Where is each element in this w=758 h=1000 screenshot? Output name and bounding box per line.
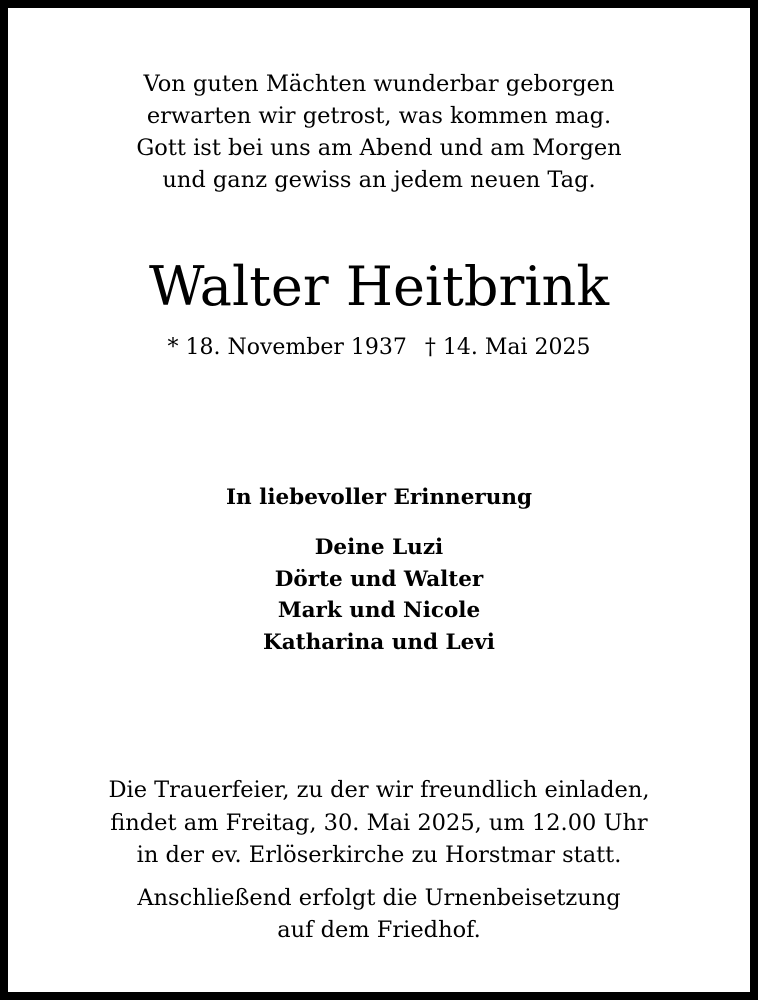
ceremony-line: Die Trauerfeier, zu der wir freundlich einladen, — [108, 777, 650, 803]
ceremony-info — [8, 774, 750, 872]
verse-line: erwarten wir getrost, was kommen mag. — [146, 103, 612, 129]
verse-line: Gott ist bei uns am Abend und am Morgen — [136, 135, 622, 161]
burial-info — [8, 882, 750, 946]
family-member: Dörte und Walter — [274, 566, 484, 592]
life-dates — [8, 332, 750, 364]
family-member: Katharina und Levi — [263, 629, 495, 655]
ceremony-line: in der ev. Erlöserkirche zu Horstmar statt. — [136, 842, 622, 868]
verse-line: Von guten Mächten wunderbar geborgen — [143, 71, 615, 97]
verse-line: und ganz gewiss an jedem neuen Tag. — [162, 167, 596, 193]
verse — [8, 68, 750, 196]
memory-heading: In liebevoller Erinnerung — [225, 485, 532, 510]
death-date: † 14. Mai 2025 — [424, 335, 591, 360]
birth-date: * 18. November 1937 — [167, 335, 407, 360]
burial-line: auf dem Friedhof. — [277, 917, 481, 943]
ceremony-line: findet am Freitag, 30. Mai 2025, um 12.00 Uhr — [110, 809, 648, 836]
deceased-name: Walter Heitbrink — [148, 255, 610, 318]
burial-line: Anschließend erfolgt die Urnenbeisetzung — [137, 885, 621, 911]
family-member: Mark und Nicole — [277, 598, 481, 623]
family-member: Deine Luzi — [314, 535, 444, 560]
family-list — [8, 532, 750, 658]
